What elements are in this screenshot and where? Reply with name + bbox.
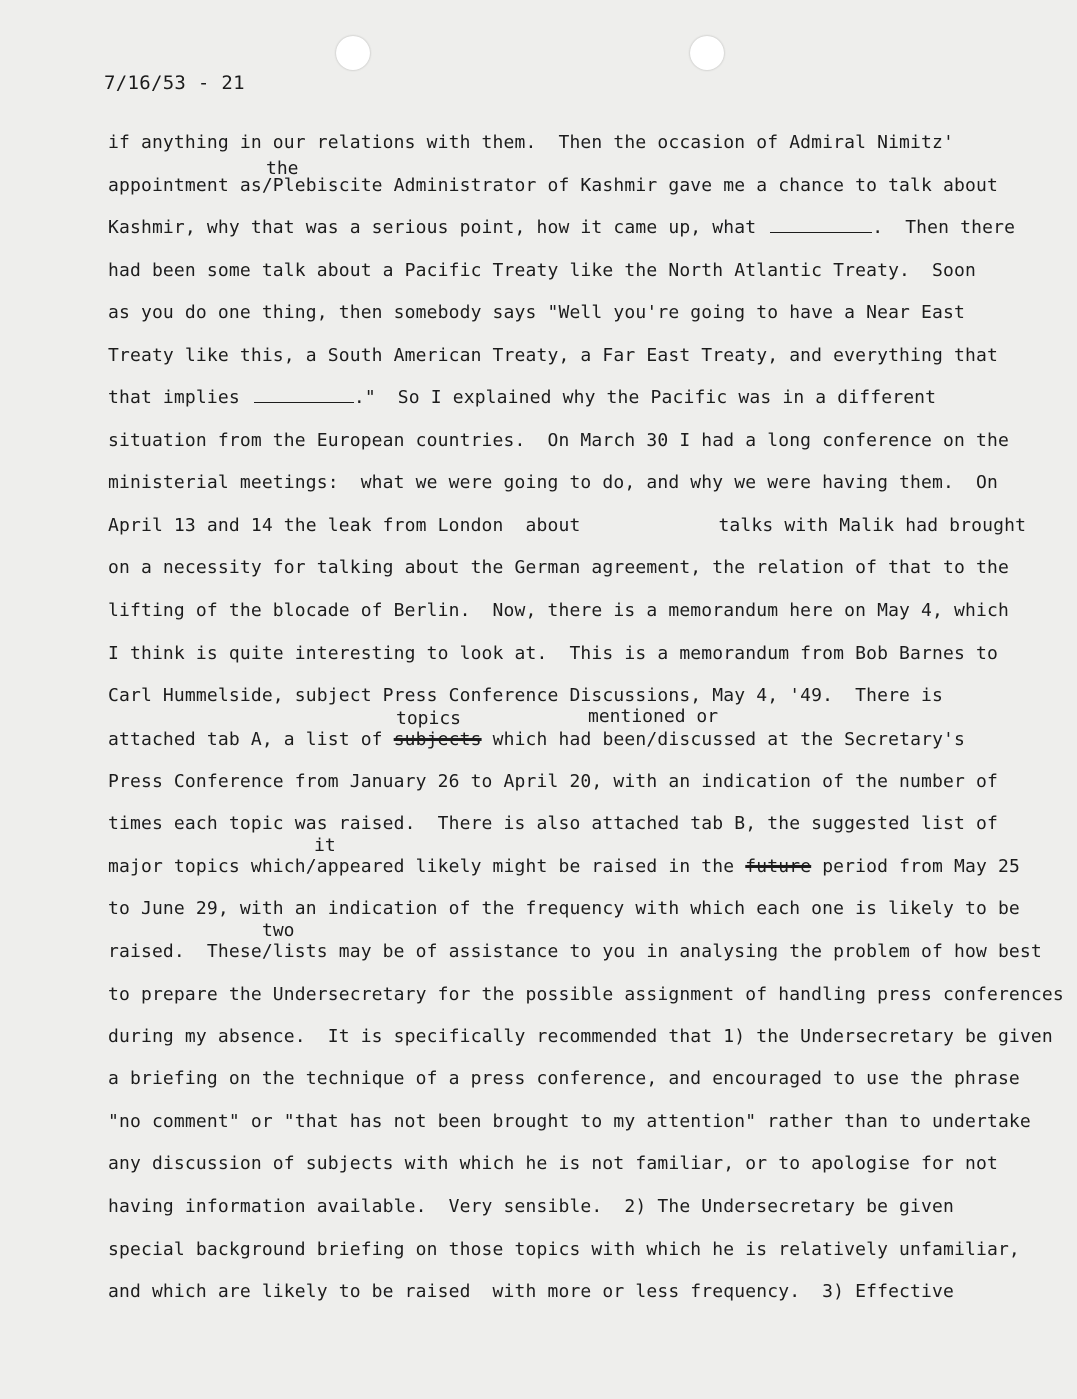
text-line: that implies ." So I explained why the Pacific was in a different <box>108 387 937 408</box>
text-line: a briefing on the technique of a press conference, and encouraged to use the phrase <box>108 1068 1020 1089</box>
interlinear-insert: mentioned or <box>588 706 719 727</box>
punch-hole <box>690 36 724 70</box>
text-line: any discussion of subjects with which he is not familiar, or to apologise for not <box>108 1153 998 1174</box>
text-line: having information available. Very sensible. 2) The Undersecretary be given <box>108 1196 954 1217</box>
text-line: lifting of the blocade of Berlin. Now, there is a memorandum here on May 4, which <box>108 600 1009 621</box>
blank-line <box>770 218 872 233</box>
text-line: on a necessity for talking about the German agreement, the relation of that to the <box>108 557 1009 578</box>
interlinear-insert: topics <box>396 708 462 729</box>
text-line: special background briefing on those topics with which he is relatively unfamiliar, <box>108 1239 1020 1260</box>
text-line: to June 29, with an indication of the frequency with which each one is likely to be <box>108 898 1020 919</box>
page-reference: 7/16/53 - 21 <box>104 72 245 94</box>
text-line: and which are likely to be raised with more or less frequency. 3) Effective <box>108 1281 954 1302</box>
text-line: if anything in our relations with them. Then the occasion of Admiral Nimitz' <box>108 132 954 153</box>
text-line: during my absence. It is specifically recommended that 1) the Undersecretary be given <box>108 1026 1053 1047</box>
text-line: I think is quite interesting to look at. This is a memorandum from Bob Barnes to <box>108 643 998 664</box>
interlinear-insert: it <box>314 835 336 856</box>
interlinear-insert: the <box>266 158 299 179</box>
text-line: April 13 and 14 the leak from London about talks with Malik had brought <box>108 515 1027 536</box>
text-line: ministerial meetings: what we were going to do, and why we were having them. On <box>108 472 998 493</box>
text-line: attached tab A, a list of subjects which had been/discussed at the Secretary's <box>108 729 966 750</box>
struck-word: subjects <box>393 729 482 750</box>
text-line: situation from the European countries. On March 30 I had a long conference on the <box>108 430 1009 451</box>
text-line: as you do one thing, then somebody says "Well you're going to have a Near East <box>108 302 965 323</box>
text-line: major topics which/appeared likely might be raised in the future period from May 25 <box>108 856 1020 877</box>
text-line: Press Conference from January 26 to April 20, with an indication of the number of <box>108 771 998 792</box>
blank-line <box>254 388 354 403</box>
text-line: times each topic was raised. There is also attached tab B, the suggested list of <box>108 813 998 834</box>
text-line: to prepare the Undersecretary for the possible assignment of handling press conferences <box>108 984 1064 1005</box>
text-line: had been some talk about a Pacific Treaty like the North Atlantic Treaty. Soon <box>108 260 976 281</box>
text-line: Treaty like this, a South American Treaty, a Far East Treaty, and everything that <box>108 345 998 366</box>
text-line: raised. These/lists may be of assistance to you in analysing the problem of how best <box>108 941 1042 962</box>
punch-hole <box>336 36 370 70</box>
text-line: appointment as/Plebiscite Administrator of Kashmir gave me a chance to talk about <box>108 175 998 196</box>
interlinear-insert: two <box>262 920 295 941</box>
text-line: Kashmir, why that was a serious point, how it came up, what . Then there <box>108 217 1016 238</box>
text-line: Carl Hummelside, subject Press Conference Discussions, May 4, '49. There is <box>108 685 944 706</box>
text-line: "no comment" or "that has not been brought to my attention" rather than to undertake <box>108 1111 1031 1132</box>
struck-word: future <box>745 856 812 877</box>
